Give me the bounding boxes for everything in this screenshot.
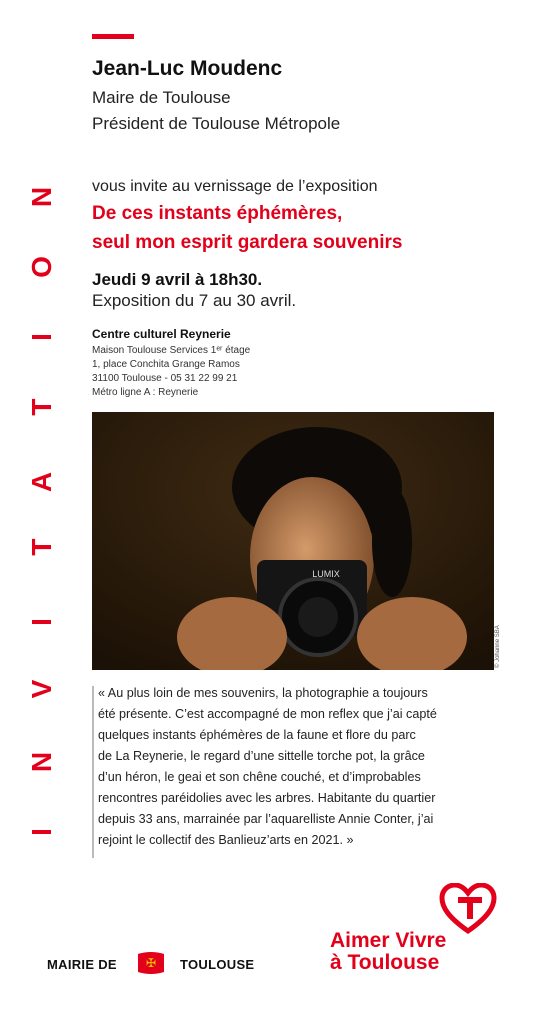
vertical-letter: V [26,679,57,699]
heart-t-logo-icon [438,883,498,935]
quote-line: rencontres paréidolies avec les arbres. Habitante du quartier [98,791,436,805]
quote-line: depuis 33 ans, marrainée par l’aquarelliste Annie Conter, j’ai [98,812,434,826]
invitation-intro: vous invite au vernissage de l’exposition [92,178,378,195]
exhibition-title-line-2: seul mon esprit gardera souvenirs [92,232,403,253]
host-title-mayor: Maire de Toulouse [92,88,231,107]
vertical-letter: T [26,398,57,416]
aimer-vivre-line-1: Aimer Vivre [330,929,447,952]
vertical-letter: N [26,186,57,208]
toulouse-label: TOULOUSE [180,957,255,972]
mairie-label: MAIRIE DE [47,957,117,972]
quote-line: rejoint le collectif des Banlieuz’arts en 2021. » [98,833,354,847]
venue-address-line: Métro ligne A : Reynerie [92,387,199,398]
aimer-vivre-line-2: à Toulouse [330,951,440,974]
photo-credit: © Johanne SBA [495,625,501,668]
venue-address-line: 31100 Toulouse - 05 31 22 99 21 [92,373,238,384]
quote-line: de La Reynerie, le regard d’une sittelle torche pot, la grâce [98,749,425,763]
vertical-letter: N [26,751,57,773]
venue-address-line: 1, place Conchita Grange Ramos [92,359,240,370]
exhibition-dates: Exposition du 7 au 30 avril. [92,291,297,310]
vertical-letter: T [26,538,57,556]
quote-line: été présente. C’est accompagné de mon reflex que j’ai capté [98,707,437,721]
vertical-letter: I [26,333,57,341]
host-name: Jean-Luc Moudenc [92,57,283,80]
host-title-president: Président de Toulouse Métropole [92,114,341,133]
vertical-letter: A [26,471,57,493]
event-date: Jeudi 9 avril à 18h30. [92,270,263,289]
vertical-letter: I [26,618,57,626]
quote-bar [92,686,94,858]
artist-photo [92,412,494,670]
svg-text:✠: ✠ [145,956,157,970]
vertical-letter: I [26,828,57,836]
camera-brand-label: LUMIX [312,569,340,579]
venue-address-line: Maison Toulouse Services 1ᵉʳ étage [92,345,251,356]
venue-name: Centre culturel Reynerie [92,327,231,341]
exhibition-title-line-1: De ces instants éphémères, [92,203,343,224]
toulouse-flag-icon [136,950,166,976]
vertical-letter: O [26,256,57,278]
top-accent-rule [92,34,134,39]
quote-line: d’un héron, le geai et son chêne couché, et d’improbables [98,770,421,784]
vertical-invitation-word [22,178,62,848]
quote-line: quelques instants éphémères de la faune et flore du parc [98,728,416,742]
quote-line: « Au plus loin de mes souvenirs, la photographie a toujours [98,686,428,700]
